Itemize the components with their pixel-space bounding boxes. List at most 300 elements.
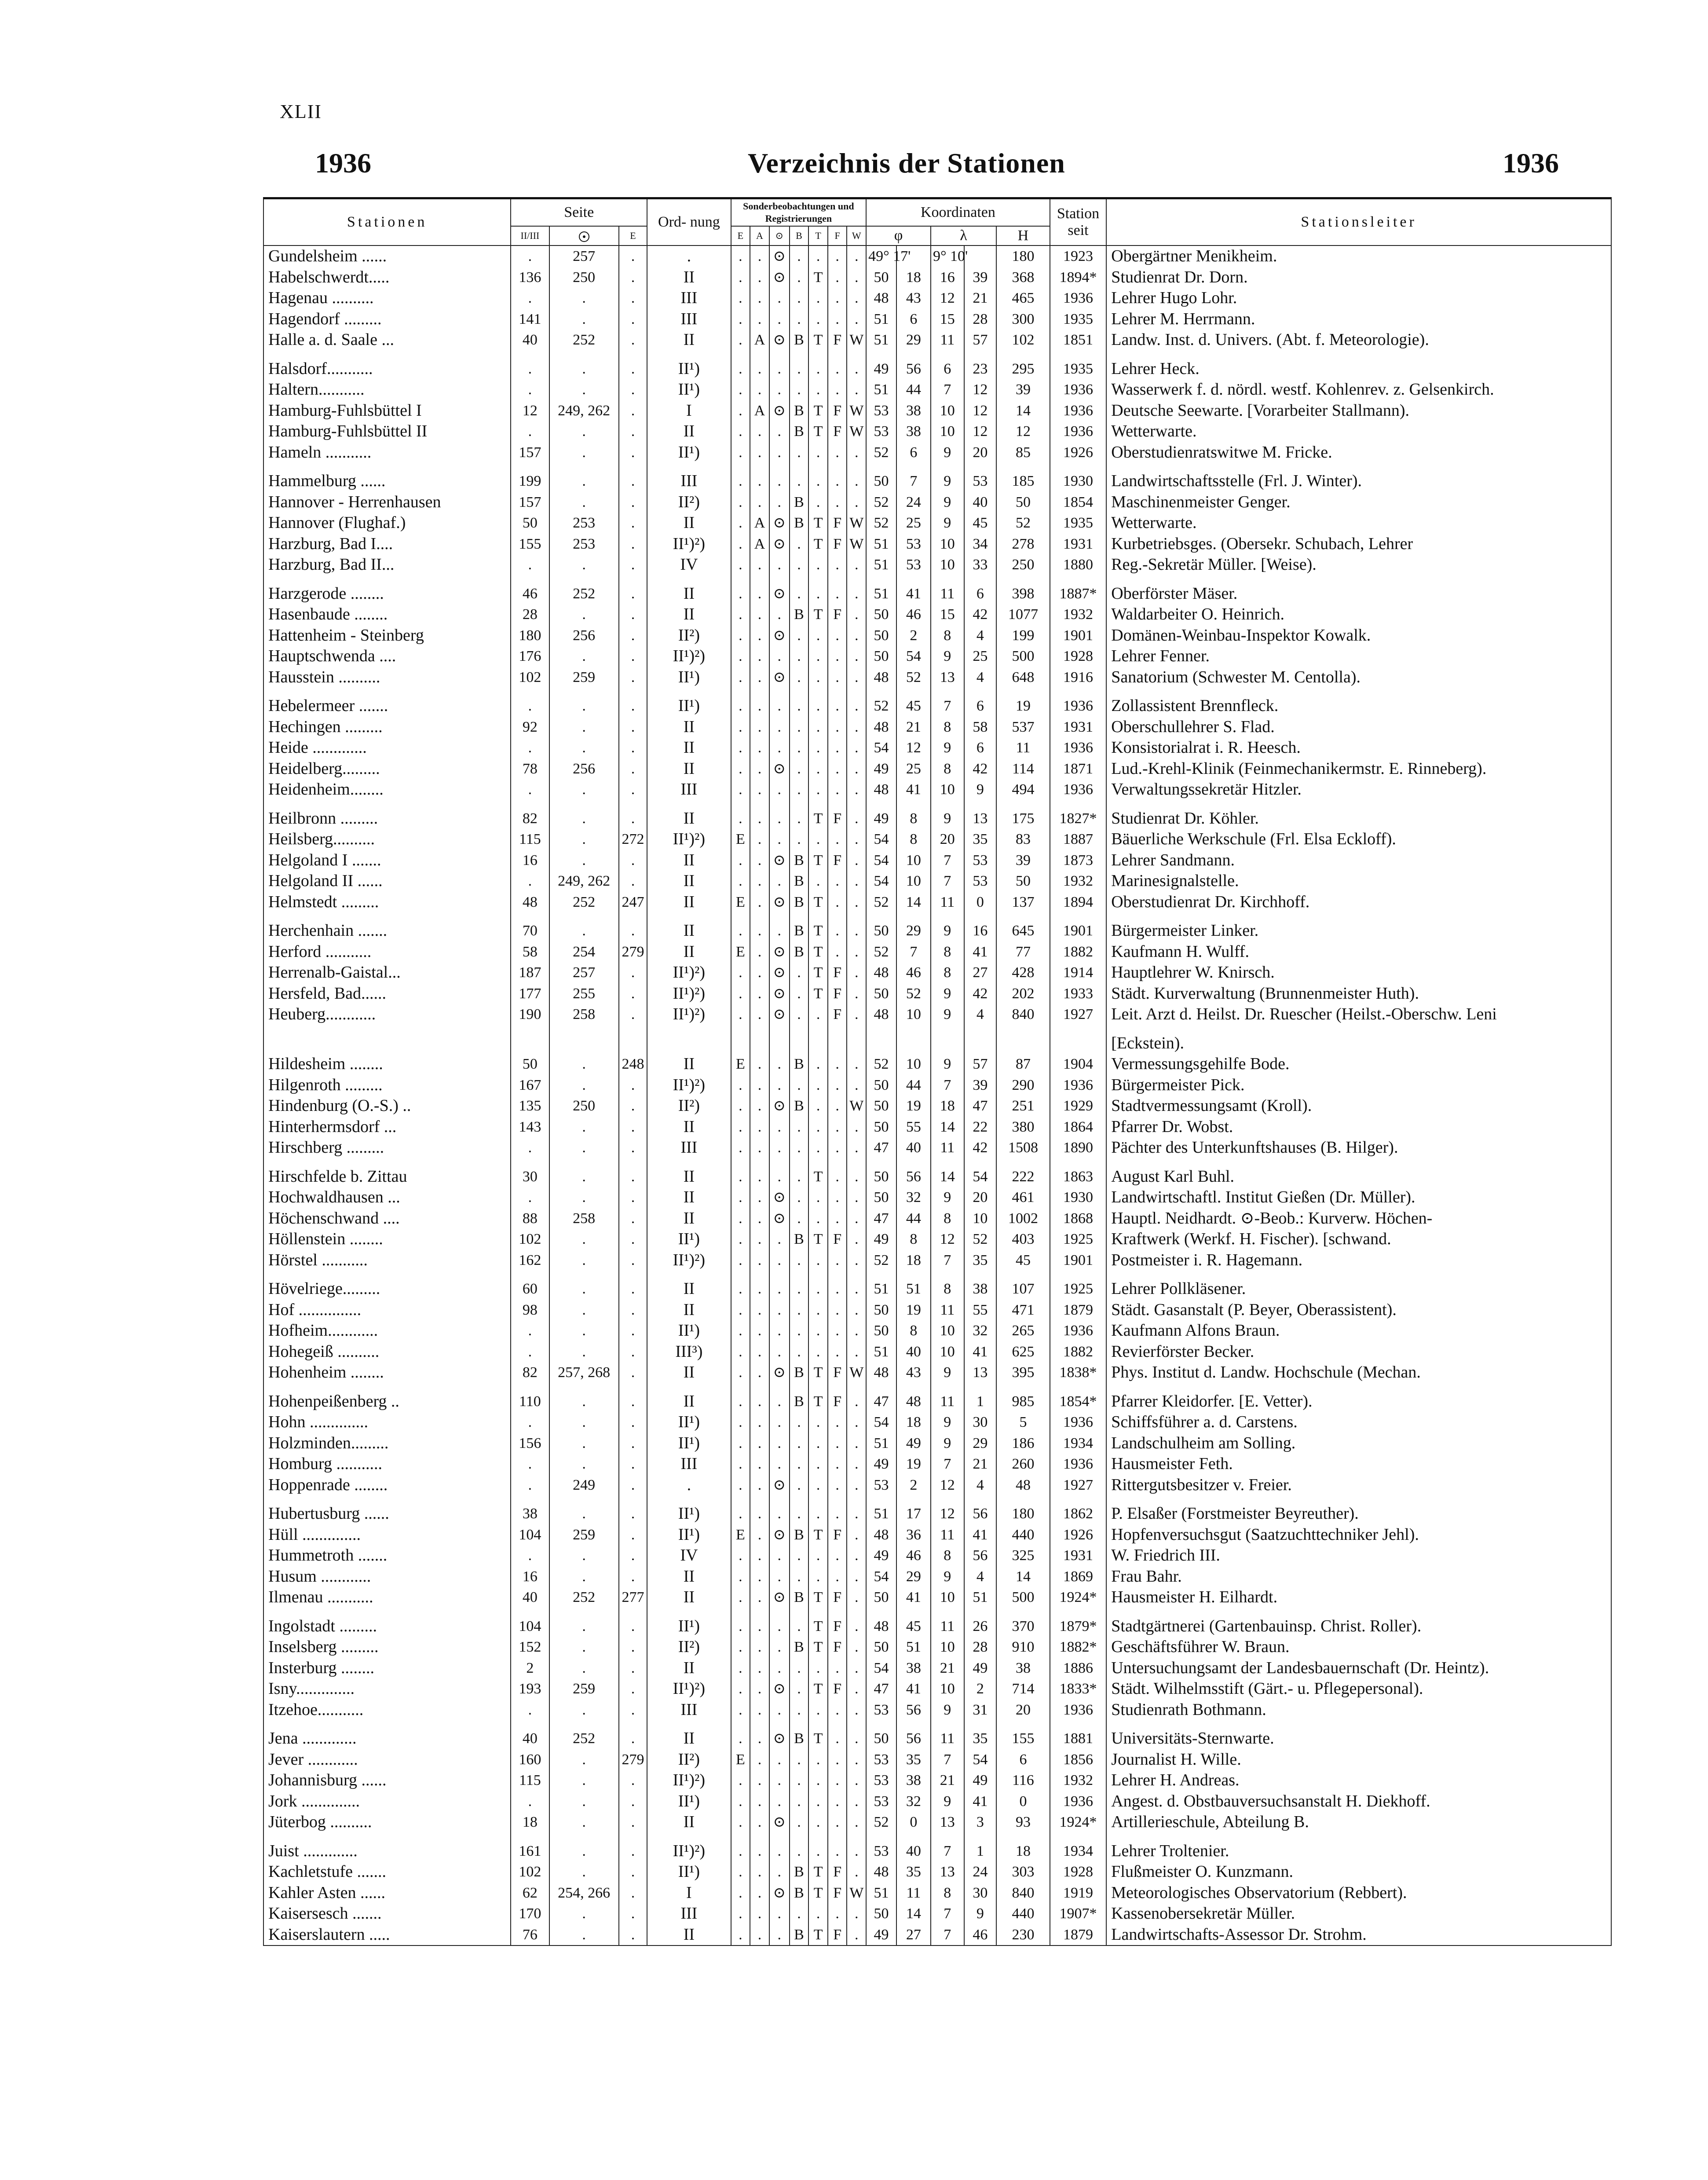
lat-min: 17 bbox=[896, 1495, 931, 1524]
table-row bbox=[263, 330, 1611, 351]
seite-e: . bbox=[619, 758, 647, 780]
seite-sun: . bbox=[549, 1924, 619, 1946]
table-row bbox=[263, 983, 1611, 1004]
code-f: . bbox=[828, 1341, 847, 1363]
code-a: . bbox=[750, 1229, 769, 1250]
height: 87 bbox=[996, 1054, 1050, 1075]
lat-deg: 54 bbox=[866, 850, 896, 871]
code-b: . bbox=[790, 1187, 809, 1208]
seite-ii-iii: 58 bbox=[511, 942, 549, 963]
station-name: Hövelriege......... bbox=[263, 1271, 511, 1300]
code-e: . bbox=[731, 1495, 750, 1524]
lat-deg: 51 bbox=[866, 330, 896, 351]
lat-min: 14 bbox=[896, 892, 931, 913]
code-e: . bbox=[731, 1770, 750, 1791]
seite-ii-iii: 161 bbox=[511, 1833, 549, 1862]
lat-deg: 50 bbox=[866, 1187, 896, 1208]
code-sun: ⊙ bbox=[769, 1475, 790, 1496]
ordnung: II¹) bbox=[647, 1433, 731, 1454]
height: 39 bbox=[996, 850, 1050, 871]
height: 910 bbox=[996, 1637, 1050, 1658]
station-name: Johannisburg ...... bbox=[263, 1770, 511, 1791]
table-row bbox=[263, 829, 1611, 850]
table-row bbox=[263, 1637, 1611, 1658]
code-e: . bbox=[731, 625, 750, 646]
lon-deg: 10 bbox=[931, 1320, 964, 1341]
ordnung: II¹)²) bbox=[647, 983, 731, 1004]
code-b: . bbox=[790, 779, 809, 800]
code-t: . bbox=[808, 245, 828, 267]
table-row bbox=[263, 1075, 1611, 1096]
code-t: T bbox=[808, 513, 828, 534]
code-e: . bbox=[731, 667, 750, 688]
code-t: T bbox=[808, 267, 828, 288]
height bbox=[996, 1025, 1050, 1054]
code-t: . bbox=[808, 646, 828, 667]
lon-min: 30 bbox=[964, 1412, 996, 1433]
lat-min: 44 bbox=[896, 379, 931, 400]
seite-e: 272 bbox=[619, 829, 647, 850]
seite-sun: . bbox=[549, 463, 619, 492]
station-leader: Leit. Arzt d. Heilst. Dr. Ruescher (Heilst.-Oberschw. Leni bbox=[1106, 1004, 1611, 1025]
code-t: . bbox=[808, 871, 828, 892]
station-name: Insterburg ........ bbox=[263, 1658, 511, 1679]
lon-deg: 8 bbox=[931, 1271, 964, 1300]
station-leader: [Eckstein). bbox=[1106, 1025, 1611, 1054]
height: 714 bbox=[996, 1678, 1050, 1700]
seite-e: . bbox=[619, 330, 647, 351]
ordnung: II bbox=[647, 421, 731, 442]
lat-deg: 53 bbox=[866, 400, 896, 421]
code-sun: . bbox=[769, 829, 790, 850]
ordnung: II bbox=[647, 330, 731, 351]
height: 199 bbox=[996, 625, 1050, 646]
code-a: . bbox=[750, 351, 769, 380]
lat-deg: 50 bbox=[866, 267, 896, 288]
station-leader: W. Friedrich III. bbox=[1106, 1545, 1611, 1566]
table-row bbox=[263, 737, 1611, 758]
seite-ii-iii: 60 bbox=[511, 1271, 549, 1300]
lon-deg: 9 bbox=[931, 800, 964, 829]
seite-ii-iii bbox=[511, 1025, 549, 1054]
seite-ii-iii: 62 bbox=[511, 1883, 549, 1904]
code-b: B bbox=[790, 892, 809, 913]
lat-min: 10 bbox=[896, 871, 931, 892]
seite-e: . bbox=[619, 1791, 647, 1812]
seite-ii-iii: 76 bbox=[511, 1924, 549, 1946]
lat-min: 45 bbox=[896, 1608, 931, 1637]
seite-ii-iii: 115 bbox=[511, 1770, 549, 1791]
code-sun: . bbox=[769, 442, 790, 463]
code-w: . bbox=[847, 1833, 866, 1862]
code-a: . bbox=[750, 1341, 769, 1363]
seite-e: 279 bbox=[619, 942, 647, 963]
code-b: . bbox=[790, 688, 809, 717]
code-sun: ⊙ bbox=[769, 1883, 790, 1904]
lat-deg: 54 bbox=[866, 737, 896, 758]
station-since: 1869 bbox=[1050, 1566, 1107, 1587]
table-row bbox=[263, 871, 1611, 892]
ordnung: II bbox=[647, 604, 731, 625]
station-leader: Wetterwarte. bbox=[1106, 421, 1611, 442]
code-f: F bbox=[828, 1861, 847, 1883]
lon-deg: 12 bbox=[931, 288, 964, 309]
seite-sun: . bbox=[549, 800, 619, 829]
seite-ii-iii: 82 bbox=[511, 1362, 549, 1383]
station-name: Hohenpeißenberg .. bbox=[263, 1383, 511, 1412]
seite-sun: . bbox=[549, 1454, 619, 1475]
ordnung: II¹)²) bbox=[647, 534, 731, 555]
code-sun: ⊙ bbox=[769, 1362, 790, 1383]
station-name: Heuberg............ bbox=[263, 1004, 511, 1025]
station-name: Helgoland I ....... bbox=[263, 850, 511, 871]
code-f: F bbox=[828, 800, 847, 829]
lon-min: 23 bbox=[964, 351, 996, 380]
code-f: . bbox=[828, 1075, 847, 1096]
code-sun: . bbox=[769, 421, 790, 442]
code-a: . bbox=[750, 604, 769, 625]
station-since: 1936 bbox=[1050, 379, 1107, 400]
seite-sun: 259 bbox=[549, 1524, 619, 1546]
station-leader: Flußmeister O. Kunzmann. bbox=[1106, 1861, 1611, 1883]
lat-deg: 47 bbox=[866, 1137, 896, 1158]
lon-min: 55 bbox=[964, 1300, 996, 1321]
code-sun: . bbox=[769, 1608, 790, 1637]
code-w: . bbox=[847, 463, 866, 492]
code-e: . bbox=[731, 1608, 750, 1637]
station-name: Herrenalb-Gaistal... bbox=[263, 962, 511, 983]
code-e: . bbox=[731, 1250, 750, 1271]
code-a: . bbox=[750, 1883, 769, 1904]
lon-deg: 14 bbox=[931, 1117, 964, 1138]
station-since: 1927 bbox=[1050, 1475, 1107, 1496]
station-name: Hummetroth ....... bbox=[263, 1545, 511, 1566]
seite-sun: . bbox=[549, 1658, 619, 1679]
seite-ii-iii: 18 bbox=[511, 1812, 549, 1833]
station-leader: Oberförster Mäser. bbox=[1106, 575, 1611, 605]
lat-min: 56 bbox=[896, 351, 931, 380]
seite-sun: . bbox=[549, 1158, 619, 1187]
seite-sun: . bbox=[549, 646, 619, 667]
station-since: 1886 bbox=[1050, 1658, 1107, 1679]
code-e: . bbox=[731, 717, 750, 738]
seite-sun: 252 bbox=[549, 575, 619, 605]
lat-deg: 50 bbox=[866, 646, 896, 667]
code-f: . bbox=[828, 492, 847, 513]
station-leader: Städt. Wilhelmsstift (Gärt.- u. Pflegepersonal). bbox=[1106, 1678, 1611, 1700]
table-row bbox=[263, 534, 1611, 555]
code-t: . bbox=[808, 1075, 828, 1096]
table-row bbox=[263, 1004, 1611, 1025]
lat-min: 44 bbox=[896, 1208, 931, 1229]
code-e: . bbox=[731, 1137, 750, 1158]
table-row bbox=[263, 1545, 1611, 1566]
code-t: . bbox=[808, 1208, 828, 1229]
lon-deg: 9 bbox=[931, 1791, 964, 1812]
station-name: Ingolstadt ......... bbox=[263, 1608, 511, 1637]
table-row bbox=[263, 267, 1611, 288]
code-f: . bbox=[828, 1903, 847, 1924]
station-name: Höchenschwand .... bbox=[263, 1208, 511, 1229]
lon-deg: 8 bbox=[931, 1545, 964, 1566]
lon-min: 42 bbox=[964, 604, 996, 625]
seite-sun: . bbox=[549, 1770, 619, 1791]
code-e: . bbox=[731, 850, 750, 871]
seite-sun bbox=[549, 1025, 619, 1054]
code-t: T bbox=[808, 421, 828, 442]
code-b: . bbox=[790, 717, 809, 738]
lat-min: 8 bbox=[896, 1229, 931, 1250]
table-row bbox=[263, 400, 1611, 421]
lat-min: 53 bbox=[896, 554, 931, 575]
ordnung: II¹) bbox=[647, 1861, 731, 1883]
code-b: . bbox=[790, 1341, 809, 1363]
lat-deg: 49 bbox=[866, 1924, 896, 1946]
seite-e: . bbox=[619, 1608, 647, 1637]
seite-ii-iii: 70 bbox=[511, 912, 549, 942]
lat-deg: 48 bbox=[866, 1861, 896, 1883]
station-leader: Kraftwerk (Werkf. H. Fischer). [schwand. bbox=[1106, 1229, 1611, 1250]
code-w: . bbox=[847, 442, 866, 463]
table-row bbox=[263, 309, 1611, 330]
seite-ii-iii: . bbox=[511, 245, 549, 267]
ordnung: III bbox=[647, 309, 731, 330]
code-w: . bbox=[847, 962, 866, 983]
code-f: . bbox=[828, 309, 847, 330]
height: 114 bbox=[996, 758, 1050, 780]
lon-min: 6 bbox=[964, 688, 996, 717]
table-row bbox=[263, 1412, 1611, 1433]
ordnung: II¹) bbox=[647, 351, 731, 380]
lat-min: 38 bbox=[896, 421, 931, 442]
code-sun: . bbox=[769, 800, 790, 829]
lat-deg: 53 bbox=[866, 1700, 896, 1721]
lat-deg: 52 bbox=[866, 513, 896, 534]
ordnung: II bbox=[647, 267, 731, 288]
station-name: Hörstel ........... bbox=[263, 1250, 511, 1271]
station-since: 1928 bbox=[1050, 646, 1107, 667]
station-since: 1854 bbox=[1050, 492, 1107, 513]
code-e: . bbox=[731, 1587, 750, 1608]
lon-min: 31 bbox=[964, 1700, 996, 1721]
code-w: . bbox=[847, 779, 866, 800]
seite-e: . bbox=[619, 1208, 647, 1229]
height: 85 bbox=[996, 442, 1050, 463]
code-e: . bbox=[731, 1383, 750, 1412]
station-name: Hannover (Flughaf.) bbox=[263, 513, 511, 534]
ordnung: I bbox=[647, 1883, 731, 1904]
table-row bbox=[263, 1320, 1611, 1341]
lat-min: 38 bbox=[896, 1658, 931, 1679]
code-e: . bbox=[731, 604, 750, 625]
seite-sun: . bbox=[549, 492, 619, 513]
ordnung: II¹) bbox=[647, 379, 731, 400]
code-sun: . bbox=[769, 379, 790, 400]
code-a: . bbox=[750, 1075, 769, 1096]
code-t: T bbox=[808, 1608, 828, 1637]
code-t: T bbox=[808, 1524, 828, 1546]
code-b: B bbox=[790, 1362, 809, 1383]
seite-ii-iii: 82 bbox=[511, 800, 549, 829]
code-e: E bbox=[731, 829, 750, 850]
code-t: . bbox=[808, 1833, 828, 1862]
code-t: T bbox=[808, 850, 828, 871]
lon-min: 9 bbox=[964, 1903, 996, 1924]
code-w: . bbox=[847, 942, 866, 963]
lat-deg: 53 bbox=[866, 421, 896, 442]
station-leader: Zollassistent Brennfleck. bbox=[1106, 688, 1611, 717]
lon-min: 41 bbox=[964, 1524, 996, 1546]
height: 278 bbox=[996, 534, 1050, 555]
seite-sun: 257 bbox=[549, 245, 619, 267]
col-seite-e: E bbox=[619, 226, 647, 245]
lon-min: 35 bbox=[964, 1250, 996, 1271]
height: 20 bbox=[996, 1700, 1050, 1721]
station-leader: Lehrer Hugo Lohr. bbox=[1106, 288, 1611, 309]
lat-min: 25 bbox=[896, 758, 931, 780]
code-t: . bbox=[808, 779, 828, 800]
lat-min: 36 bbox=[896, 1524, 931, 1546]
code-a: . bbox=[750, 1054, 769, 1075]
lat-deg: 51 bbox=[866, 534, 896, 555]
code-t: . bbox=[808, 829, 828, 850]
code-b: . bbox=[790, 442, 809, 463]
lat-min: 6 bbox=[896, 309, 931, 330]
code-b: B bbox=[790, 492, 809, 513]
seite-e: . bbox=[619, 1158, 647, 1187]
seite-sun: . bbox=[549, 1812, 619, 1833]
ordnung: II bbox=[647, 1383, 731, 1412]
station-since: 1926 bbox=[1050, 442, 1107, 463]
station-leader: Vermessungsgehilfe Bode. bbox=[1106, 1054, 1611, 1075]
seite-ii-iii: 199 bbox=[511, 463, 549, 492]
ordnung: III bbox=[647, 288, 731, 309]
lon-min: 34 bbox=[964, 534, 996, 555]
lat-deg: 48 bbox=[866, 1004, 896, 1025]
sun-icon bbox=[579, 231, 589, 242]
code-e: . bbox=[731, 267, 750, 288]
col-code-sun: ⊙ bbox=[769, 226, 790, 245]
code-t: . bbox=[808, 1187, 828, 1208]
code-w: . bbox=[847, 1587, 866, 1608]
lat-min: 40 bbox=[896, 1137, 931, 1158]
lon-min: 40 bbox=[964, 492, 996, 513]
lon-deg: 11 bbox=[931, 1608, 964, 1637]
seite-e: . bbox=[619, 962, 647, 983]
seite-e: . bbox=[619, 1117, 647, 1138]
code-w: . bbox=[847, 646, 866, 667]
code-a: A bbox=[750, 534, 769, 555]
station-name: Heidelberg......... bbox=[263, 758, 511, 780]
code-e: . bbox=[731, 1117, 750, 1138]
table-row bbox=[263, 688, 1611, 717]
lon-deg: 10 bbox=[931, 1678, 964, 1700]
lat-min: 46 bbox=[896, 604, 931, 625]
code-sun: ⊙ bbox=[769, 330, 790, 351]
code-a: . bbox=[750, 463, 769, 492]
ordnung: III bbox=[647, 1903, 731, 1924]
height: 230 bbox=[996, 1924, 1050, 1946]
station-name: Harzburg, Bad II... bbox=[263, 554, 511, 575]
code-t: T bbox=[808, 1861, 828, 1883]
code-b: . bbox=[790, 1137, 809, 1158]
seite-sun: . bbox=[549, 1637, 619, 1658]
seite-e: . bbox=[619, 1545, 647, 1566]
code-f: . bbox=[828, 1320, 847, 1341]
height: 840 bbox=[996, 1883, 1050, 1904]
station-name: Hilgenroth ......... bbox=[263, 1075, 511, 1096]
lon-deg: 18 bbox=[931, 1095, 964, 1117]
lon-deg: 13 bbox=[931, 1812, 964, 1833]
code-e: . bbox=[731, 1300, 750, 1321]
table-row bbox=[263, 1137, 1611, 1158]
station-since: 1854* bbox=[1050, 1383, 1107, 1412]
height: 180 bbox=[996, 1495, 1050, 1524]
seite-e: . bbox=[619, 1320, 647, 1341]
ordnung: III bbox=[647, 1700, 731, 1721]
lon-min: 28 bbox=[964, 1637, 996, 1658]
station-since: 1927 bbox=[1050, 1004, 1107, 1025]
seite-ii-iii: 28 bbox=[511, 604, 549, 625]
code-w: . bbox=[847, 1054, 866, 1075]
code-sun: . bbox=[769, 688, 790, 717]
code-w: . bbox=[847, 379, 866, 400]
station-leader: Revierförster Becker. bbox=[1106, 1341, 1611, 1363]
code-w: . bbox=[847, 1117, 866, 1138]
height: 50 bbox=[996, 871, 1050, 892]
code-f: . bbox=[828, 1250, 847, 1271]
code-f: F bbox=[828, 962, 847, 983]
code-e: . bbox=[731, 575, 750, 605]
code-t: . bbox=[808, 1658, 828, 1679]
code-b: . bbox=[790, 309, 809, 330]
code-e: E bbox=[731, 1749, 750, 1770]
code-t: . bbox=[808, 1095, 828, 1117]
lon-deg: 8 bbox=[931, 1208, 964, 1229]
code-w: . bbox=[847, 892, 866, 913]
table-row bbox=[263, 1678, 1611, 1700]
code-f bbox=[828, 1025, 847, 1054]
lon-deg: 9 bbox=[931, 1566, 964, 1587]
code-f: F bbox=[828, 1004, 847, 1025]
lat-min: 8 bbox=[896, 829, 931, 850]
code-w: . bbox=[847, 1791, 866, 1812]
height: 185 bbox=[996, 463, 1050, 492]
seite-e: . bbox=[619, 1004, 647, 1025]
lon-deg: 9° 10' bbox=[931, 245, 964, 267]
code-a: A bbox=[750, 513, 769, 534]
seite-ii-iii: 48 bbox=[511, 892, 549, 913]
station-since: 1882 bbox=[1050, 942, 1107, 963]
code-b: B bbox=[790, 1054, 809, 1075]
code-sun: ⊙ bbox=[769, 1720, 790, 1749]
seite-ii-iii: . bbox=[511, 688, 549, 717]
code-w: . bbox=[847, 625, 866, 646]
station-leader: Landwirtschafts-Assessor Dr. Strohm. bbox=[1106, 1924, 1611, 1946]
lon-deg: 21 bbox=[931, 1658, 964, 1679]
code-e: . bbox=[731, 1791, 750, 1812]
lat-min: 45 bbox=[896, 688, 931, 717]
lon-min: 30 bbox=[964, 1883, 996, 1904]
station-leader: Stadtvermessungsamt (Kroll). bbox=[1106, 1095, 1611, 1117]
station-name: Isny.............. bbox=[263, 1678, 511, 1700]
height: 11 bbox=[996, 737, 1050, 758]
code-sun: . bbox=[769, 1383, 790, 1412]
station-name: Hohegeiß .......... bbox=[263, 1341, 511, 1363]
seite-e: . bbox=[619, 1475, 647, 1496]
station-leader: Pfarrer Dr. Wobst. bbox=[1106, 1117, 1611, 1138]
code-sun: . bbox=[769, 1229, 790, 1250]
